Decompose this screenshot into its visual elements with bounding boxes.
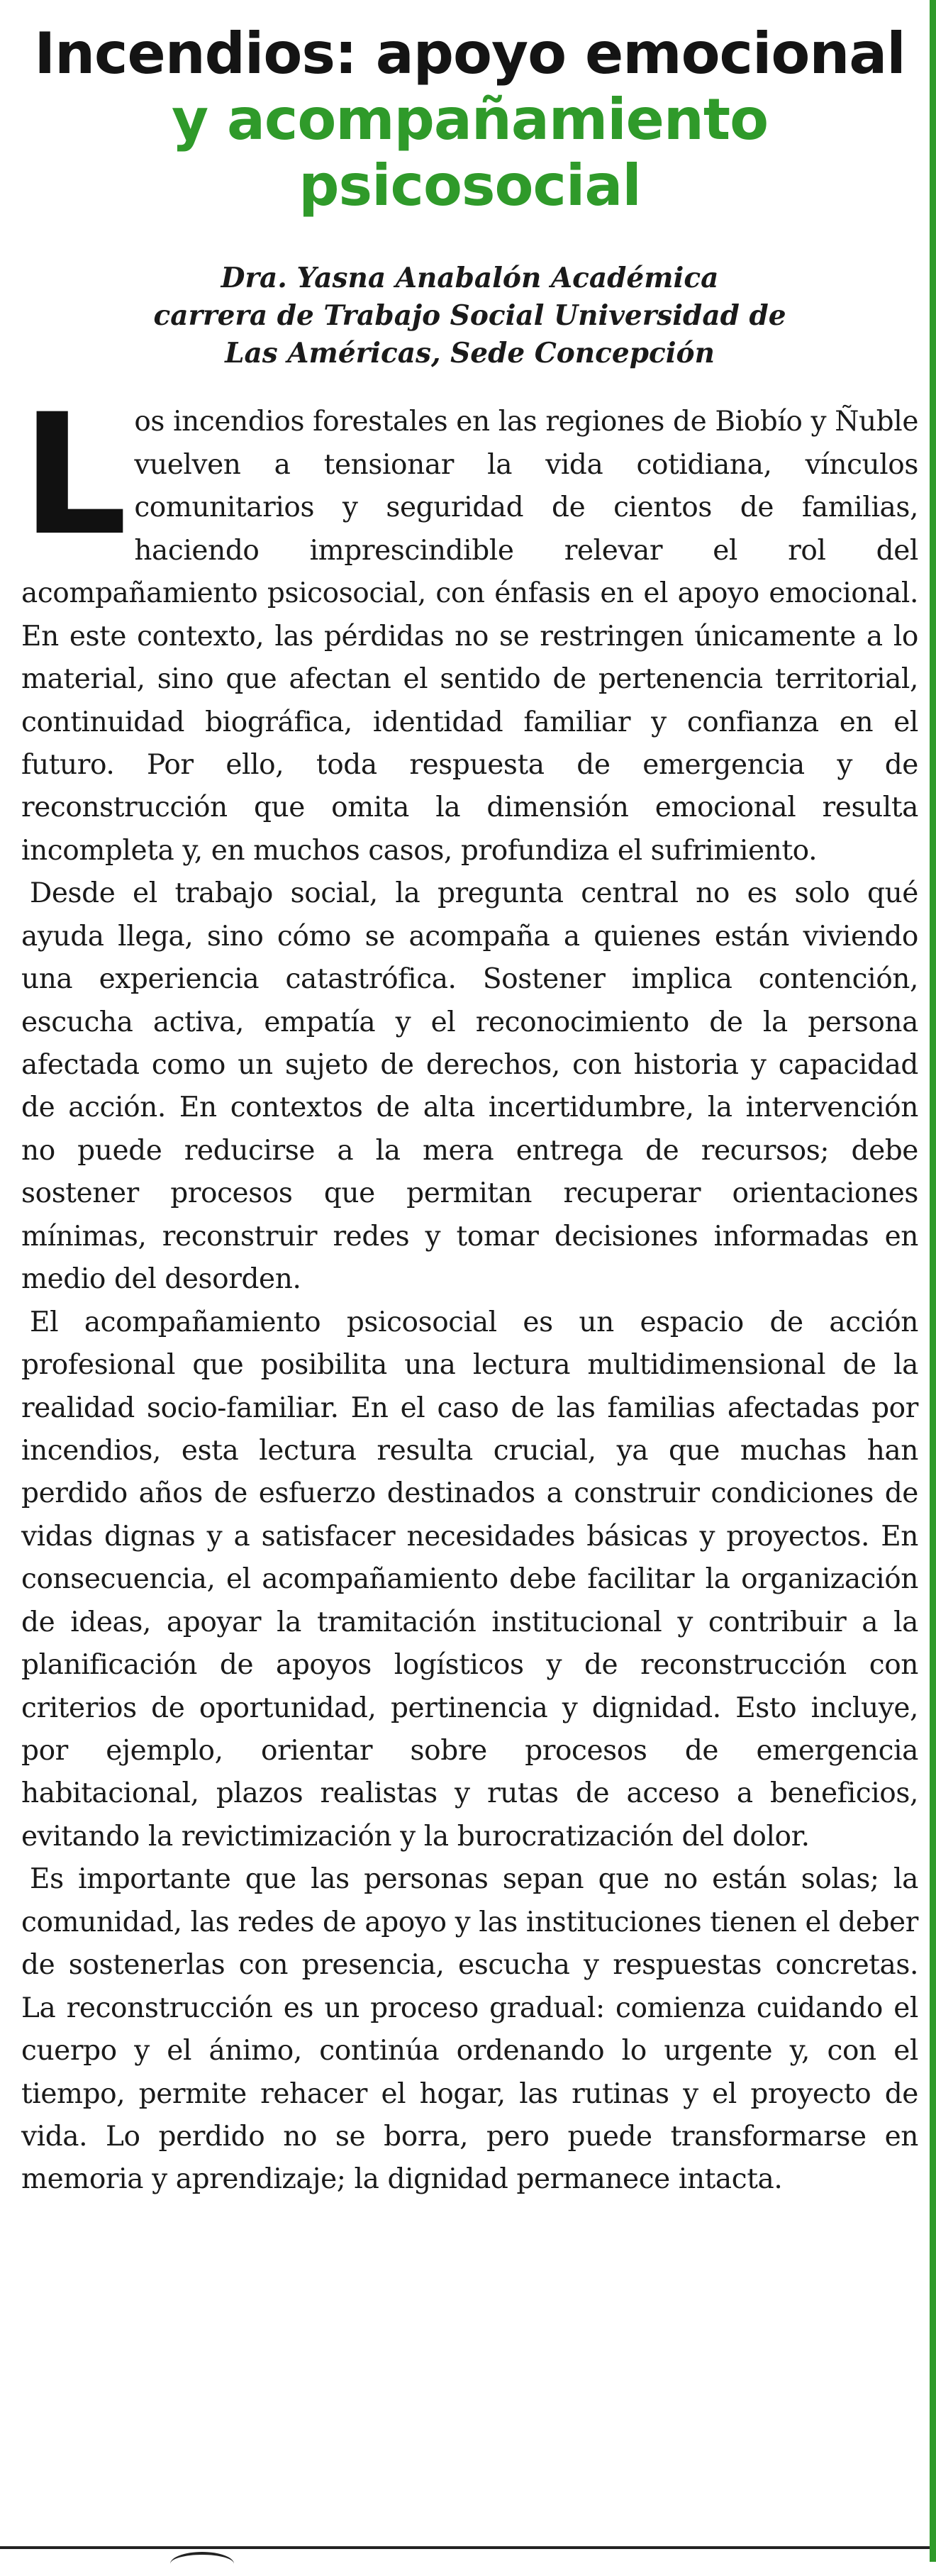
drop-cap: L xyxy=(21,379,128,573)
green-sidebar-strip xyxy=(930,0,936,2562)
author-byline xyxy=(21,260,918,372)
headline-line-1: Incendios: apoyo emocional xyxy=(34,21,906,87)
bottom-arc-ornament xyxy=(170,2552,234,2576)
paragraph-4: Es importante que las personas sepan que no están solas; la comunidad, las redes de apoyo y las instituciones tienen el deber de sostenerlas con presencia, escucha y respuestas concretas. La reconstrucción es un proceso gradual: comienza cuidando el cuerpo y el ánimo, continúa ordenando lo urgente y, con el tiempo, permite rehacer el hogar, las rutinas y el proyecto de vida. Lo perdido no se borra, pero puede transformarse en memoria y aprendizaje; la dignidad permanece intacta. xyxy=(21,1863,918,2196)
paragraph-1-text: os incendios forestales en las regiones de Biobío y Ñuble vuelven a tensionar la vida cotidiana, vínculos comunitarios y seguridad de cientos de familias, haciendo imprescindible relevar el rol del acompañamiento psicosocial, con énfasis en el apoyo emocional. En este contexto, las pérdidas no se restringen únicamente a lo material, sino que afectan el sentido de pertenencia territorial, continuidad biográfica, identidad familiar y confianza en el futuro. Por ello, toda respuesta de emergencia y de reconstrucción que omita la dimensión emocional resulta incompleta y, en muchos casos, profundiza el sufrimiento. xyxy=(21,406,918,867)
headline-line-2: y acompañamiento xyxy=(171,86,769,152)
headline-line-3: psicosocial xyxy=(299,152,641,218)
byline-line-3: Las Américas, Sede Concepción xyxy=(225,337,715,370)
paragraph-2: Desde el trabajo social, la pregunta central no es solo qué ayuda llega, sino cómo se acompaña a quienes están viviendo una experiencia catastrófica. Sostener implica contención, escucha activa, empatía y el reconocimiento de la persona afectada como un sujeto de derechos, con historia y capacidad de acción. En contextos de alta incertidumbre, la intervención no puede reducirse a la mera entrega de recursos; debe sostener procesos que permitan recuperar orientaciones mínimas, reconstruir redes y tomar decisiones informadas en medio del desorden. xyxy=(21,877,918,1296)
byline-line-1: Dra. Yasna Anabalón Académica xyxy=(221,262,719,295)
bottom-divider xyxy=(0,2546,930,2549)
article-body xyxy=(21,379,918,2201)
headline xyxy=(21,0,918,218)
article xyxy=(21,0,918,2202)
paragraph-3: El acompañamiento psicosocial es un espacio de acción profesional que posibilita una lectura multidimensional de la realidad socio-familiar. En el caso de las familias afectadas por incendios, esta lectura resulta crucial, ya que muchas han perdido años de esfuerzo destinados a construir condiciones de vidas dignas y a satisfacer necesidades básicas y proyectos. En consecuencia, el acompañamiento debe facilitar la organización de ideas, apoyar la tramitación institucional y contribuir a la planificación de apoyos logísticos y de reconstrucción con criterios de oportunidad, pertinencia y dignidad. Esto incluye, por ejemplo, orientar sobre procesos de emergencia habitacional, plazos realistas y rutas de acceso a beneficios, evitando la revictimización y la burocratización del dolor. xyxy=(21,1306,918,1853)
paragraph-1 xyxy=(21,379,918,872)
byline-line-2: carrera de Trabajo Social Universidad de xyxy=(153,299,786,333)
